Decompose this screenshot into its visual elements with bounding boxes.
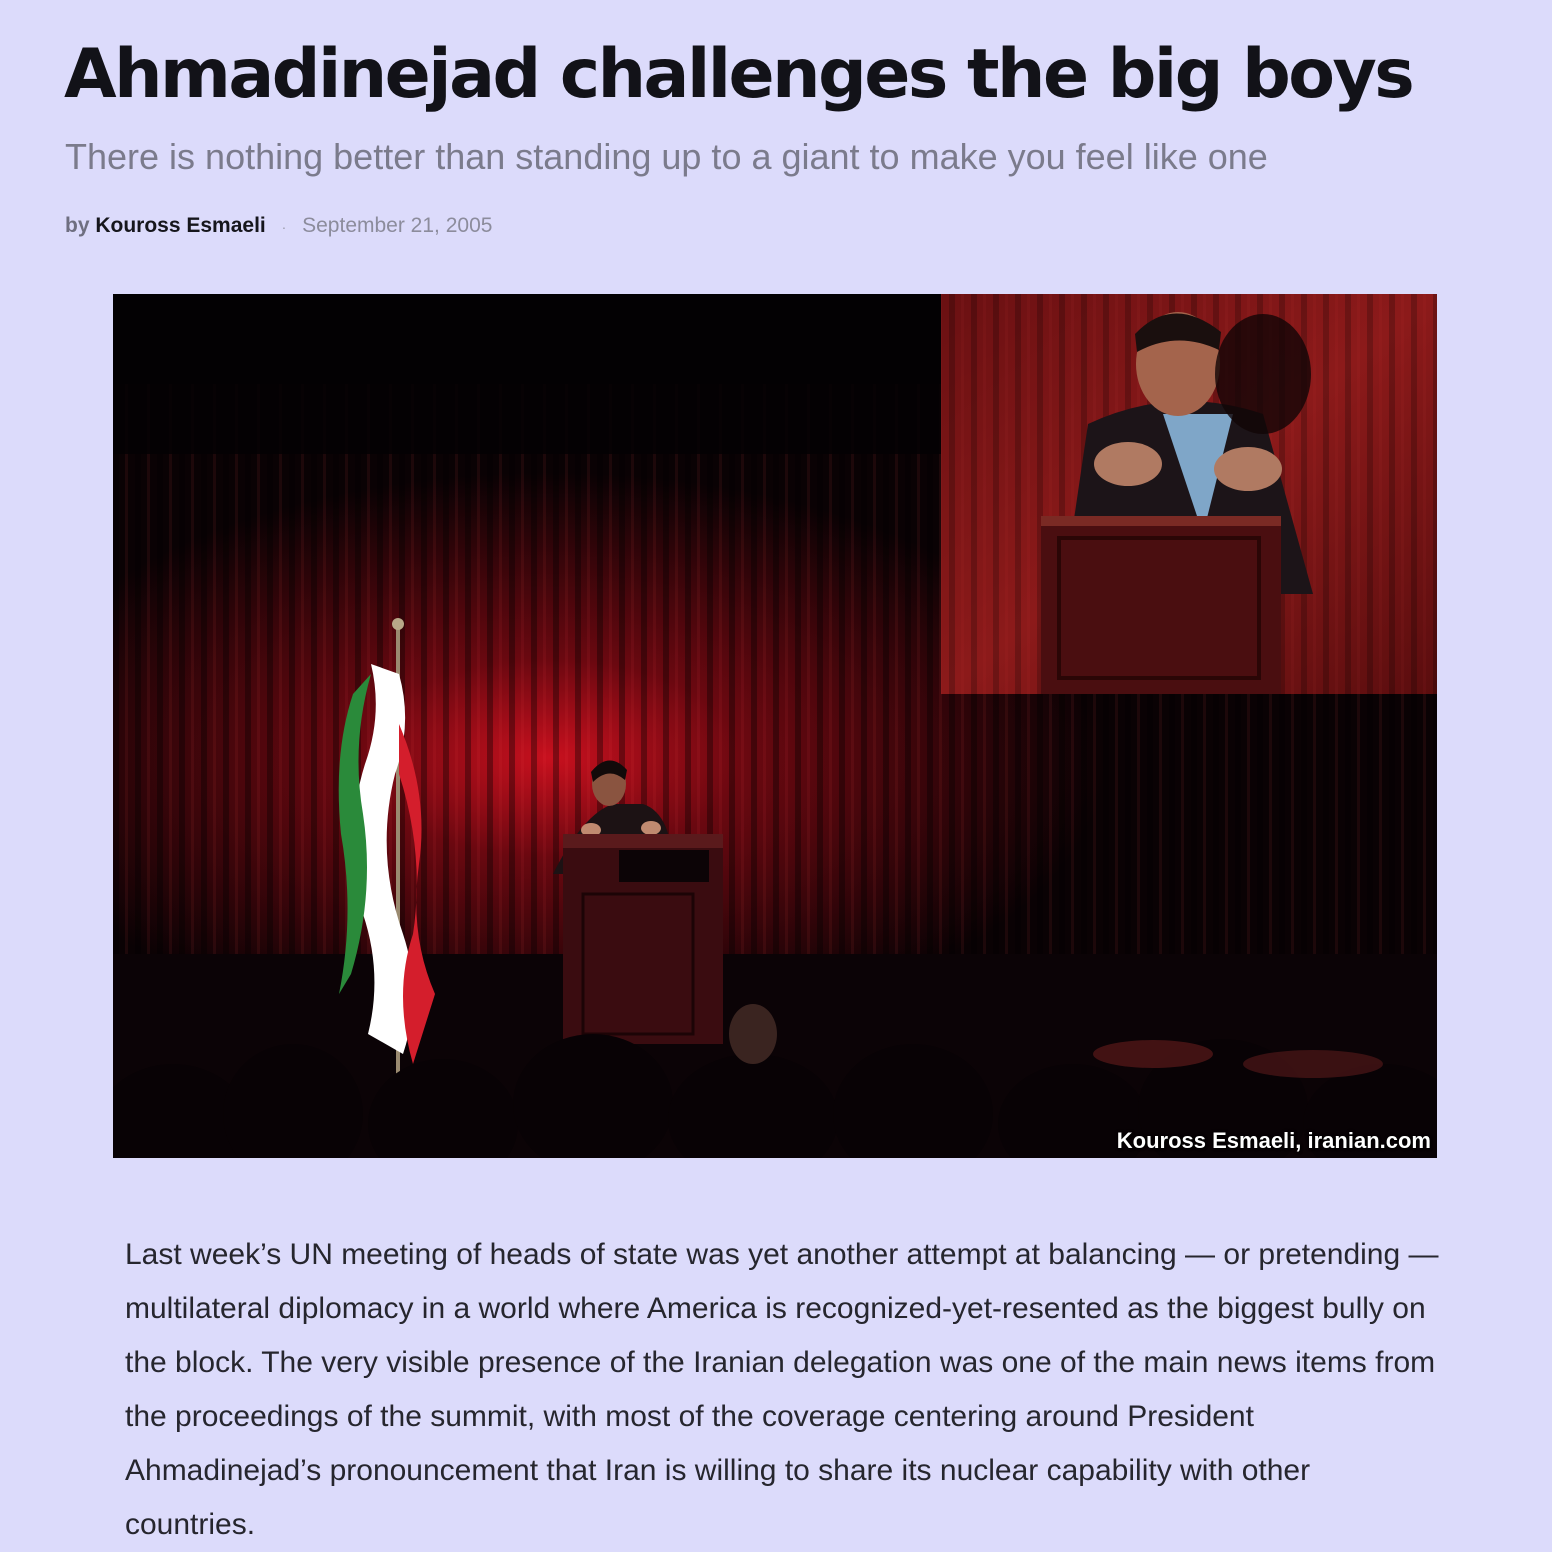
- article-title: Ahmadinejad challenges the big boys: [64, 35, 1413, 114]
- photo-illustration: [113, 294, 1437, 1158]
- article-photo: [113, 294, 1437, 1158]
- byline: [65, 212, 492, 241]
- author-link[interactable]: Kouross Esmaeli: [95, 214, 266, 237]
- publish-date: September 21, 2005: [302, 214, 493, 237]
- byline-prefix: by: [65, 214, 90, 237]
- article-paragraph: Last week’s UN meeting of heads of state was yet another attempt at balancing — or pretending — multilateral diplomacy in a world where America is recognized-yet-resented as the biggest bully on the block. The very visible presence of the Iranian delegation was one of the main news items from the proceedings of the summit, with most of the coverage centering around President Ahmadinejad’s pronouncement that Iran is willing to share its nuclear capability with other countries.: [125, 1238, 1439, 1541]
- article-subtitle: There is nothing better than standing up to a giant to make you feel like one: [65, 136, 1268, 177]
- photo-credit: Kouross Esmaeli, iranian.com: [1116, 1128, 1431, 1153]
- byline-separator: ·: [281, 219, 287, 235]
